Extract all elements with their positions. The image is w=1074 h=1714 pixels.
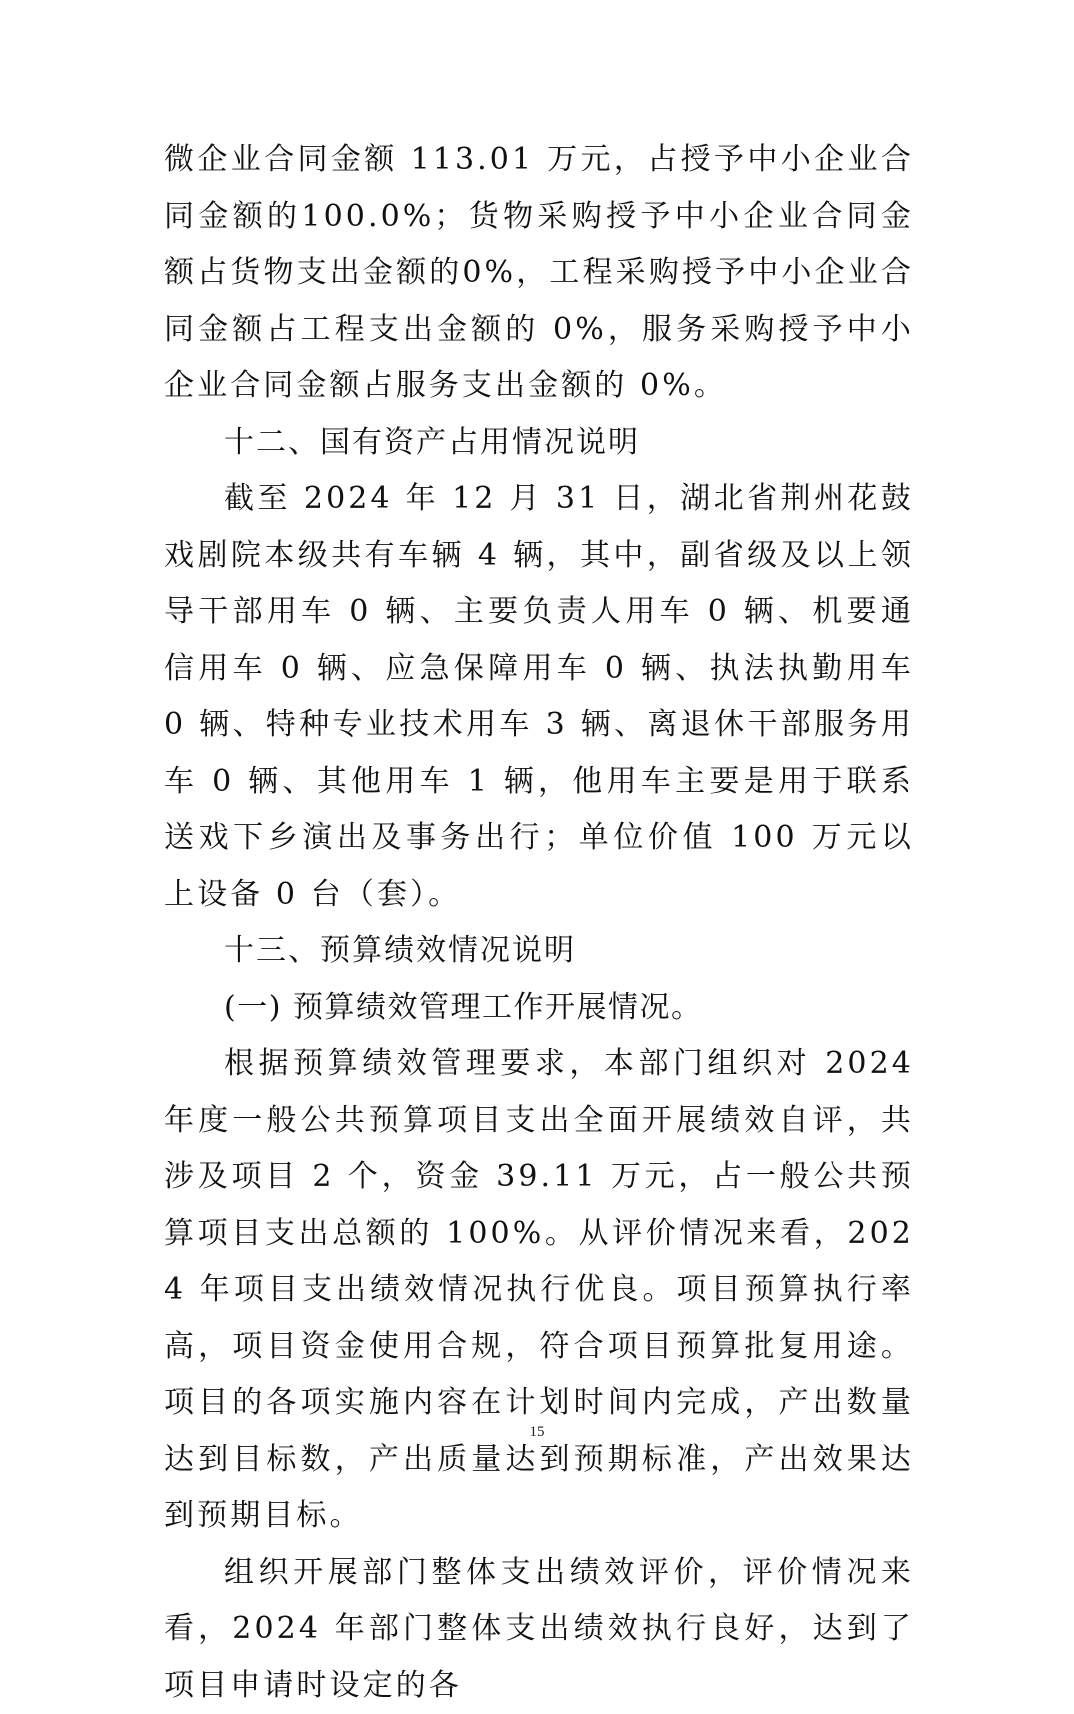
section-heading-state-assets: 十二、国有资产占用情况说明 (164, 415, 914, 472)
paragraph-sme-contracts: 微企业合同金额 113.01 万元，占授予中小企业合同金额的100.0%；货物采购授予中小企业合同金额占货物支出金额的0%，工程采购授予中小企业合同金额占工程支出金额的 0%，服务采购授予中小企业合同金额占服务支出金额的 0%。 (164, 132, 914, 415)
paragraph-project-self-evaluation: 根据预算绩效管理要求，本部门组织对 2024 年度一般公共预算项目支出全面开展绩效自评，共涉及项目 2 个，资金 39.11 万元，占一般公共预算项目支出总额的 100%。从评价情况来看，2024 年项目支出绩效情况执行优良。项目预算执行率高，项目资金使用合规，符合项目预算批复用途。项目的各项实施内容在计划时间内完成，产出数量达到目标数，产出质量达到预期标准，产出效果达到预期目标。 (164, 1036, 914, 1545)
document-body (164, 132, 914, 1714)
page-number: 15 (0, 1424, 1074, 1441)
paragraph-overall-evaluation: 组织开展部门整体支出绩效评价，评价情况来看，2024 年部门整体支出绩效执行良好，达到了项目申请时设定的各 (164, 1545, 914, 1714)
paragraph-vehicles-assets: 截至 2024 年 12 月 31 日，湖北省荆州花鼓戏剧院本级共有车辆 4 辆，其中，副省级及以上领导干部用车 0 辆、主要负责人用车 0 辆、机要通信用车 0 辆、应急保障用车 0 辆、执法执勤用车 0 辆、特种专业技术用车 3 辆、离退休干部服务用车 0 辆、其他用车 1 辆，他用车主要是用于联系送戏下乡演出及事务出行；单位价值 100 万元以上设备 0 台（套）。 (164, 471, 914, 923)
section-heading-budget-performance: 十三、预算绩效情况说明 (164, 923, 914, 980)
subheading-performance-management: (一) 预算绩效管理工作开展情况。 (164, 980, 914, 1037)
